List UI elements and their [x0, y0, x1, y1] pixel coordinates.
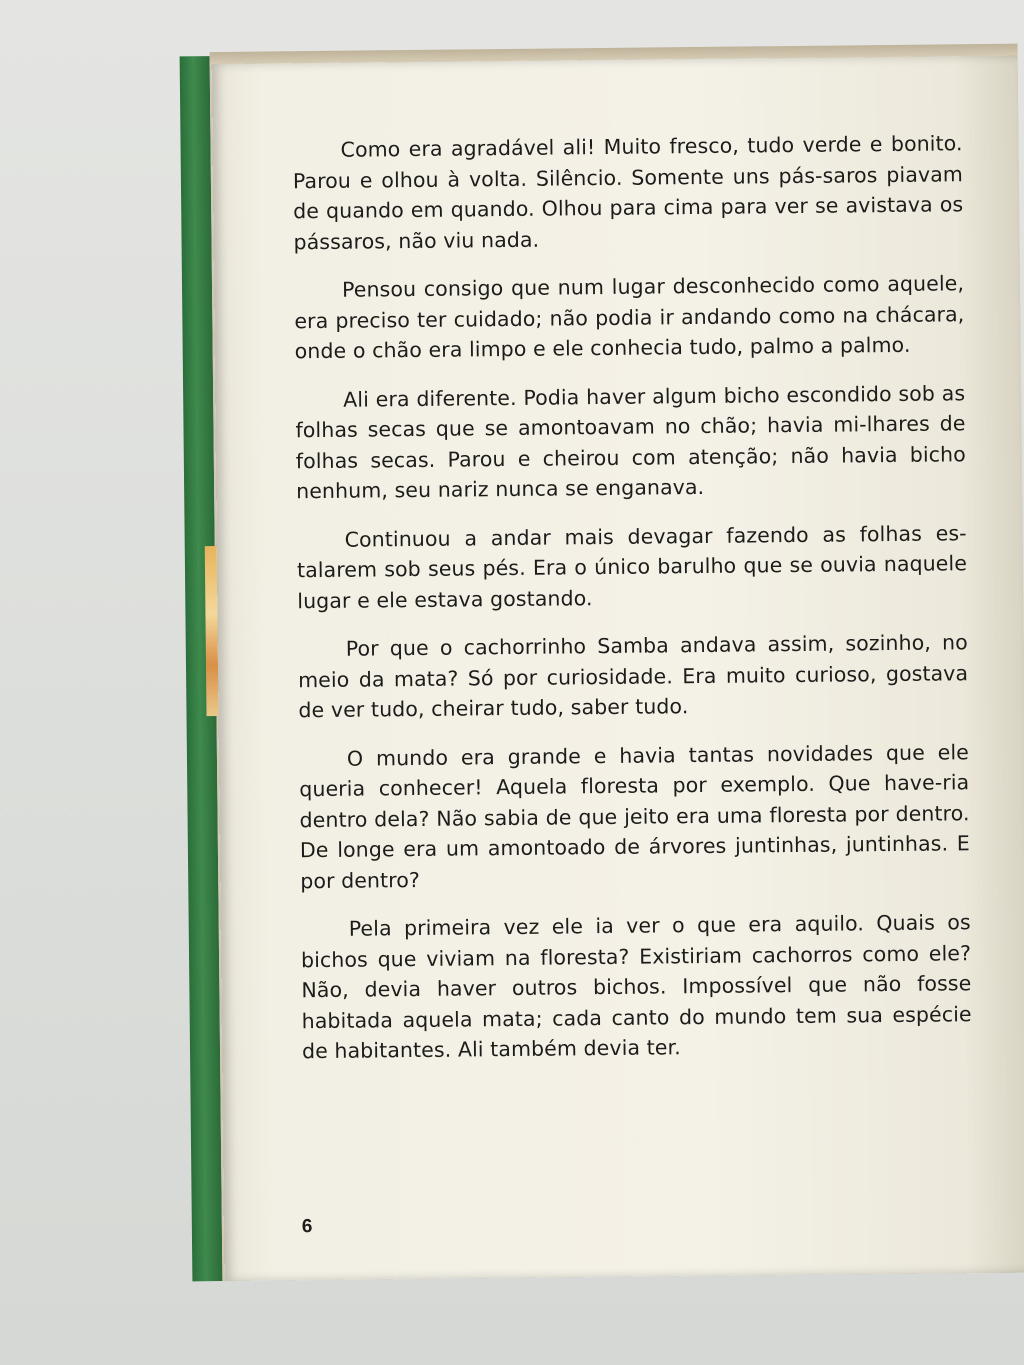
paragraph-1: Como era agradável ali! Muito fresco, tudo verde e bonito. Parou e olhou à volta. Silêncio. Somente uns pás-saros piavam de quando em quando. Olhou para cima para ver se avistava os pássaros, não viu nada. — [292, 131, 964, 254]
paragraph-7: Pela primeira vez ele ia ver o que era aquilo. Quais os bichos que viviam na floresta? Existiriam cachorros como ele? Não, devia haver outros bichos. Impossível que não fosse habitada aquela mata; cada canto do mundo tem sua espécie de habitantes. Ali também devia ter. — [300, 910, 972, 1064]
book-page — [212, 56, 1024, 1281]
paragraph-3: Ali era diferente. Podia haver algum bicho escondido sob as folhas secas que se amontoavam no chão; havia mi-lhares de folhas secas. Parou e cheirou com atenção; não havia bicho nenhum, seu nariz nunca se enganava. — [295, 380, 966, 504]
page-text — [292, 128, 972, 1084]
page-number: 6 — [301, 1216, 313, 1238]
paragraph-6: O mundo era grande e havia tantas novidades que ele queria conhecer! Aquela floresta por exemplo. Que have-ria dentro dela? Não sabia de que jeito era uma floresta por dentro. De longe era um amontoado de árvores juntinhas, juntinhas. E por dentro? — [299, 739, 971, 893]
paragraph-5: Por que o cachorrinho Samba andava assim, sozinho, no meio da mata? Só por curiosidade. Era muito curioso, gostava de ver tudo, cheirar tudo, saber tudo. — [298, 630, 969, 723]
paragraph-4: Continuou a andar mais devagar fazendo as folhas es-talarem sob seus pés. Era o único barulho que se ouvia naquele lugar e ele estava gostando. — [296, 520, 968, 613]
paragraph-2: Pensou consigo que num lugar desconhecido como aquele, era preciso ter cuidado; não podia ir andando como na chácara, onde o chão era limpo e ele conhecia tudo, palmo a palmo. — [294, 271, 965, 364]
book — [180, 48, 1024, 1282]
